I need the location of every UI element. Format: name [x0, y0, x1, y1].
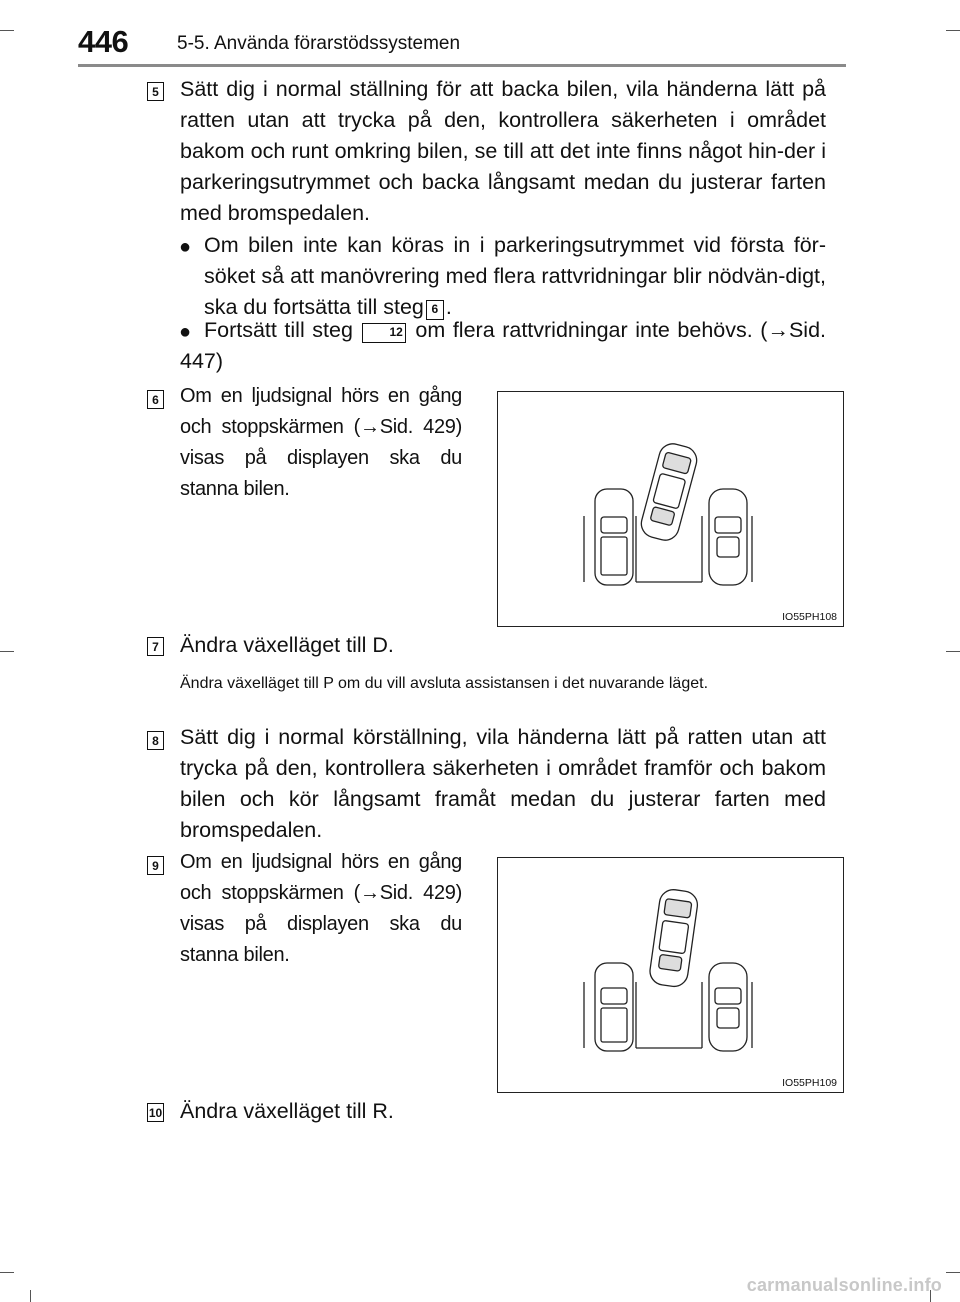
crop-mark: [0, 1272, 14, 1273]
figure-code: IO55PH109: [782, 1077, 837, 1089]
bullet-1-end: .: [445, 295, 452, 319]
bullet-icon: ●: [179, 236, 192, 258]
crop-mark: [946, 1272, 960, 1273]
step-number-8: 8: [147, 731, 164, 750]
step-number-9: 9: [147, 856, 164, 875]
step-7-text: Ändra växelläget till D.: [180, 633, 394, 657]
step-10-text: Ändra växelläget till R.: [180, 1099, 394, 1123]
step-9-text: Om en ljudsignal hörs en gång och stoppskärmen (→Sid. 429) visas på displayen ska du stanna bilen.: [180, 851, 462, 966]
step-6-text: Om en ljudsignal hörs en gång och stoppskärmen (→Sid. 429) visas på displayen ska du stanna bilen.: [180, 385, 462, 500]
parking-diagram: [498, 858, 842, 1091]
bullet-1-text: Om bilen inte kan köras in i parkeringsutrymmet vid första för-söket så att manövrering med flera rattvridningar blir nödvän-digt, ska du fortsätta till steg: [204, 233, 826, 319]
bullet-2-text: Fortsätt till steg: [204, 318, 353, 342]
step-5-text: Sätt dig i normal ställning för att backa bilen, vila händerna lätt på ratten utan att trycka på den, kontrollera säkerheten i området bakom och runt omkring bilen, se till att det inte finns något hin-der i parkeringsutrymmet och backa långsamt medan du justerar farten med bromspedalen.: [180, 77, 826, 225]
parking-figure-2: [497, 857, 844, 1093]
header-rule: [78, 64, 846, 67]
watermark-logo: carmanualsonline.info: [746, 1275, 942, 1295]
step-number-6: 6: [147, 390, 164, 409]
bullet-2-end: om flera rattvridningar inte behövs. (→Sid. 447): [180, 318, 826, 373]
parking-diagram: [498, 392, 842, 625]
crop-mark: [0, 651, 14, 652]
page-header: [0, 0, 960, 68]
parking-figure-1: [497, 391, 844, 627]
step-ref-12: 12: [362, 323, 405, 343]
step-8-text: Sätt dig i normal körställning, vila händerna lätt på ratten utan att trycka på den, kontrollera säkerheten i området framför och bakom bilen och kör långsamt framåt medan du justerar farten med bromspedalen.: [180, 725, 826, 842]
step-7-note: Ändra växelläget till P om du vill avsluta assistansen i det nuvarande läget.: [180, 675, 709, 692]
step-number-7: 7: [147, 637, 164, 656]
section-title: 5-5. Använda förarstödssystemen: [177, 33, 461, 54]
crop-mark: [946, 651, 960, 652]
crop-mark: [30, 1290, 31, 1302]
step-number-5: 5: [147, 82, 164, 101]
figure-code: IO55PH108: [782, 611, 837, 623]
page-number: 446: [78, 24, 129, 59]
step-ref-6: 6: [426, 300, 444, 320]
step-5-bullet-1: [204, 230, 826, 323]
step-5-bullet-2: [180, 315, 826, 377]
step-number-10: 10: [147, 1103, 164, 1122]
bullet-icon: ●: [179, 321, 192, 343]
